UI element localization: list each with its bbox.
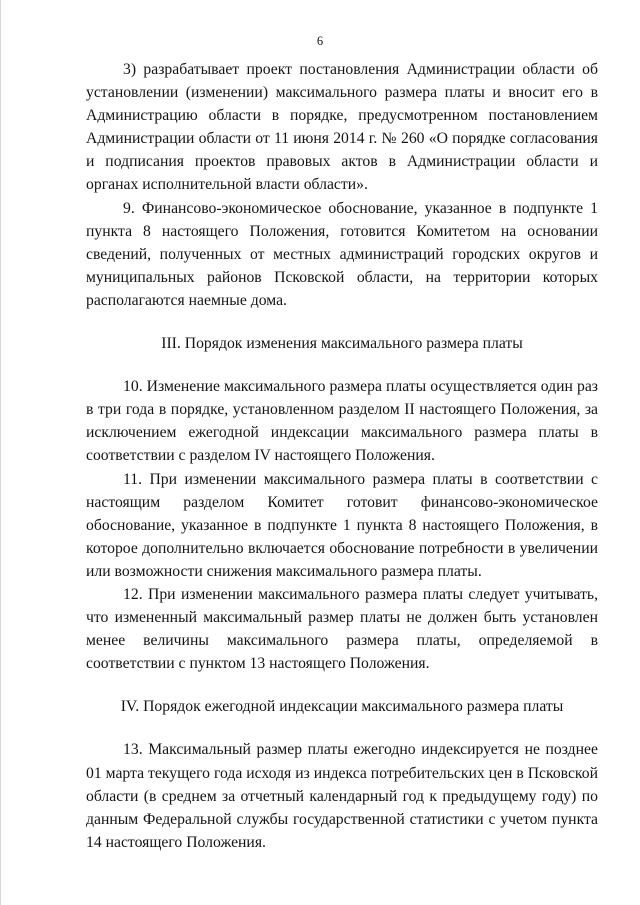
paragraph-11: 11. При изменении максимального размера платы в соответствии с настоящим разделом Комитет готовит финансово-экономическое обоснование, указанное в подпункте 1 пункта 8 настоящего Положения, в которое дополнительно включается обоснование потребности в увеличении или возможности снижения максимального размера платы.	[86, 470, 598, 580]
paragraph-10: 10. Изменение максимального размера платы осуществляется один раз в три года в порядке, установленном разделом II настоящего Положения, за исключением ежегодной индексации максимального размера платы в соответствии с разделом IV настоящего Положения.	[86, 378, 598, 465]
section-heading-3: III. Порядок изменения максимального размера платы	[161, 335, 523, 353]
paragraph-3: 3) разрабатывает проект постановления Администрации области об установлении (изменении) максимального размера платы и вносит его в Администрацию области в порядке, предусмотренном постановлением Администрации области от 11 июня 2014 г. № 260 «О порядке согласования и подписания проектов правовых актов в Администрации области и органах исполнительной власти области».	[86, 61, 598, 194]
scan-edge	[0, 0, 1, 905]
spacer	[86, 312, 598, 332]
paragraph-13: 13. Максимальный размер платы ежегодно индексируется не позднее 01 марта текущего года исходя из индекса потребительских цен в Псковской области (в среднем за отчетный календарный год к предыдущему году) по данным Федеральной службы государственной статистики с учетом пункта 14 настоящего Положения.	[86, 741, 598, 851]
spacer	[86, 355, 598, 375]
spacer	[86, 675, 598, 695]
document-body	[86, 58, 598, 854]
section-heading-4: IV. Порядок ежегодной индексации максимального размера платы	[120, 698, 564, 716]
page-number: 6	[316, 34, 324, 48]
paragraph-12: 12. При изменении максимального размера платы следует учитывать, что измененный максимальный размер платы не должен быть установлен менее величины максимального размера платы, определяемой в соответствии с пунктом 13 настоящего Положения.	[86, 585, 598, 673]
paragraph-9: 9. Финансово-экономическое обоснование, указанное в подпункте 1 пункта 8 настоящего Положения, готовится Комитетом на основании сведений, полученных от местных администраций городских округов и муниципальных районов Псковской области, на территории которых располагаются наемные дома.	[86, 199, 598, 309]
spacer	[86, 718, 598, 738]
